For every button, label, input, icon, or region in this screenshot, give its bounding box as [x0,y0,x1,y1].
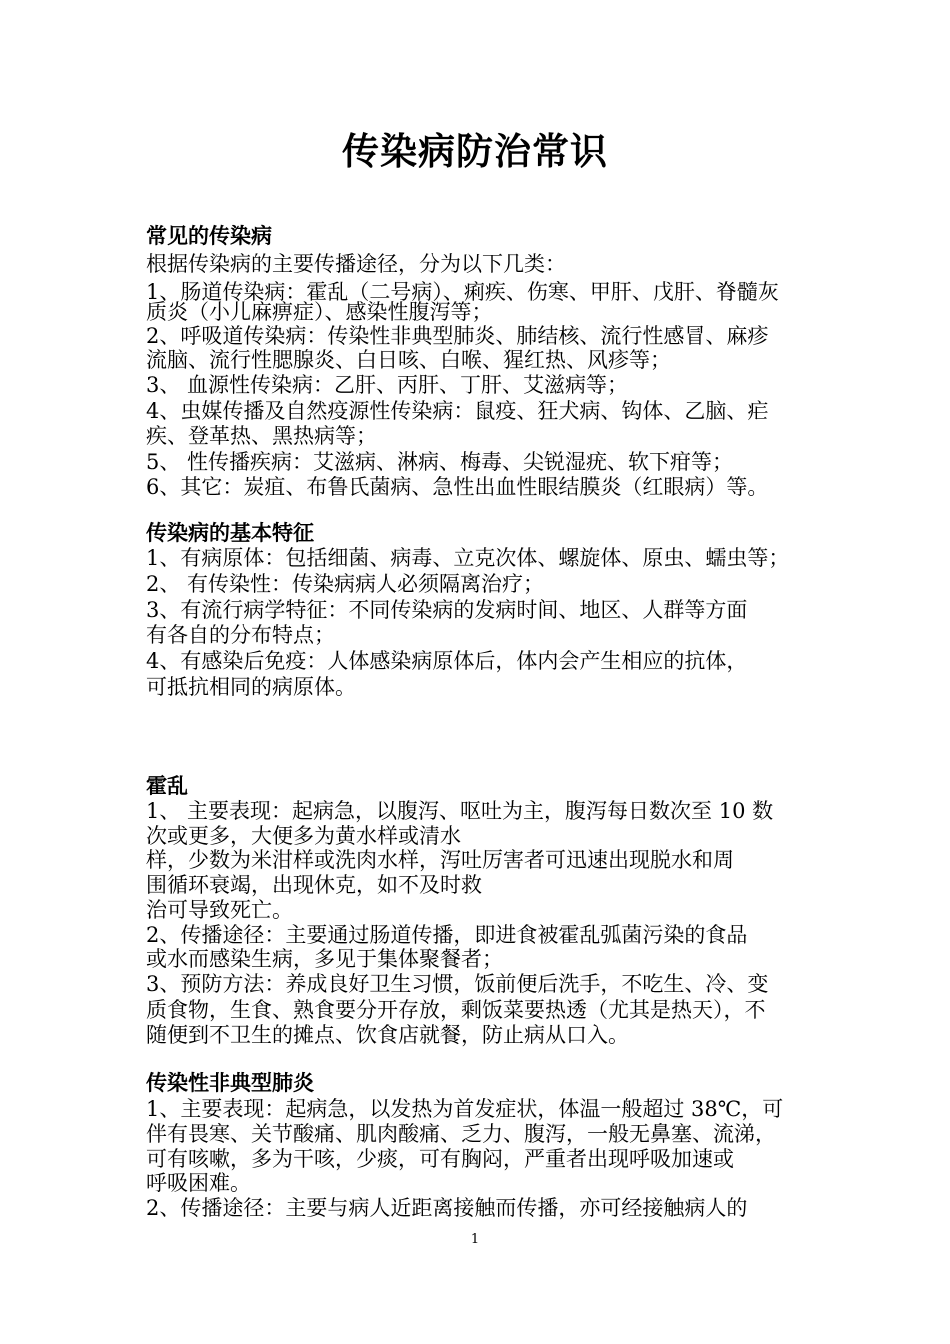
body-line: 或水而感染生病，多见于集体聚餐者； [146,947,503,971]
document-title: 传染病防治常识 [342,129,608,173]
body-line: 疾、登革热、黑热病等； [146,424,377,448]
body-line: 次或更多，大便多为黄水样或清水 [146,824,461,848]
body-line: 2、呼吸道传染病：传染性非典型肺炎、肺结核、流行性感冒、麻疹 [146,324,769,348]
body-line: 质食物，生食、熟食要分开存放，剩饭菜要热透（尤其是热天），不 [146,998,766,1022]
body-line: 随便到不卫生的摊点、饮食店就餐，防止病从口入。 [146,1023,629,1047]
body-line: 伴有畏寒、关节酸痛、肌肉酸痛、乏力、腹泻，一般无鼻塞、流涕， [146,1122,776,1146]
body-line: 根据传染病的主要传播途径，分为以下几类： [146,252,566,276]
body-line: 5、 性传播疾病：艾滋病、淋病、梅毒、尖锐湿疣、软下疳等； [146,450,734,474]
body-line: 4、有感染后免疫：人体感染病原体后，体内会产生相应的抗体， [146,649,748,673]
section-heading-sars: 传染性非典型肺炎 [146,1070,314,1095]
body-line: 有各自的分布特点； [146,623,335,647]
body-line: 可抵抗相同的病原体。 [146,675,356,699]
section-heading-cholera: 霍乱 [146,773,188,798]
body-line: 1、有病原体：包括细菌、病毒、立克次体、螺旋体、原虫、蠕虫等； [146,546,790,570]
section-heading-common-diseases: 常见的传染病 [146,223,272,248]
body-line: 2、传播途径：主要通过肠道传播，即进食被霍乱弧菌污染的食品 [146,923,748,947]
section-heading-basic-features: 传染病的基本特征 [146,520,314,545]
body-line: 1、 主要表现：起病急，以腹泻、呕吐为主，腹泻每日数次至 10 数 [146,799,774,823]
body-line: 可有咳嗽，多为干咳，少痰，可有胸闷，严重者出现呼吸加速或 [146,1147,734,1171]
body-line: 质炎（小儿麻痹症）、感染性腹泻等； [146,300,493,324]
body-line: 2、 有传染性：传染病病人必须隔离治疗； [146,572,545,596]
body-line: 3、预防方法：养成良好卫生习惯，饭前便后洗手，不吃生、冷、变 [146,972,769,996]
body-line: 样，少数为米泔样或洗肉水样，泻吐厉害者可迅速出现脱水和周 [146,848,734,872]
body-line: 1、肠道传染病：霍乱（二号病）、痢疾、伤寒、甲肝、戊肝、脊髓灰 [146,280,779,304]
body-line: 流脑、流行性腮腺炎、白日咳、白喉、猩红热、风疹等； [146,348,671,372]
body-line: 6、其它：炭疽、布鲁氏菌病、急性出血性眼结膜炎（红眼病）等。 [146,475,769,499]
body-line: 2、传播途径：主要与病人近距离接触而传播，亦可经接触病人的 [146,1196,748,1220]
body-line: 3、有流行病学特征：不同传染病的发病时间、地区、人群等方面 [146,598,748,622]
page-number: 1 [470,1232,480,1247]
body-line: 3、 血源性传染病：乙肝、丙肝、丁肝、艾滋病等； [146,373,629,397]
body-line: 治可导致死亡。 [146,898,293,922]
body-line: 围循环衰竭，出现休克，如不及时救 [146,873,482,897]
body-line: 呼吸困难。 [146,1171,251,1195]
body-line: 1、主要表现：起病急，以发热为首发症状，体温一般超过 38℃，可 [146,1097,784,1121]
body-line: 4、虫媒传播及自然疫源性传染病：鼠疫、狂犬病、钩体、乙脑、疟 [146,399,769,423]
